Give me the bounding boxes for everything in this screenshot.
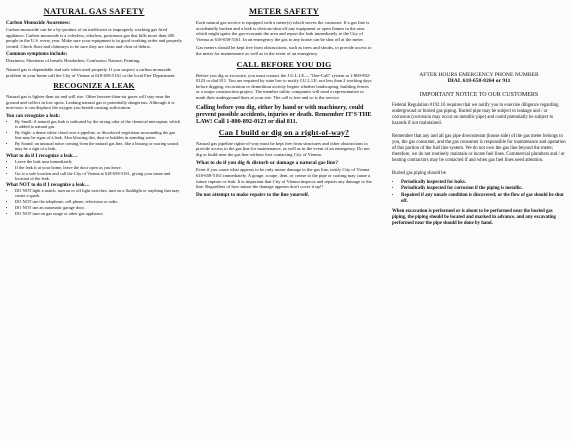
column-important-notice	[392, 72, 566, 230]
co-heading: Carbon Monoxide Awareness:	[6, 21, 71, 26]
list-item: • Repaired if any unsafe condition is discovered; or the flow of gas should be shut off.	[401, 193, 566, 204]
list-item: • DO NOT use an automatic garage door.	[15, 205, 182, 210]
meter-text: Each natural gas service is equipped with a meter(s) which serves the customer. If a gas line is accidentally broken and a leak is obvious-shut off any equipment or open flames in the area which might ignite the gas-evacuate the area and report the leak immediately to the City of Vienna at 618-658-5161. In an emergency the gas to any house can be shut off at the meter.	[196, 20, 370, 42]
do-heading: What to do if I recognize a leak…	[6, 153, 78, 159]
list-item: • DO NOT light a match, turn on or off light switches, turn on a flashlight or anything that may create a spark.	[15, 188, 182, 198]
final-text: When excavation is performed or is about to be performed near the buried gas piping, the piping should be located and marked in advance, and any excavating performed near the pipe should be done by hand.	[392, 209, 556, 227]
list-item: • Periodically inspected for leaks.	[401, 180, 566, 186]
column-meter-safety	[196, 6, 372, 201]
list-item: • Go to a safe location and call the City of Vienna at 618-658-5161, giving your name and location of the leak.	[15, 171, 182, 181]
list-item: • If the leak is at your home, leave the door open as you leave.	[15, 165, 182, 170]
list-item: • By Sound: an unusual noise coming from the natural gas line, like a hissing or roaring sound, may be a sign of a leak.	[15, 141, 182, 151]
dig-bold-warning: Calling before you dig, either by hand or with machinery, could prevent possible accidents, injuries or death. Remember IT'S THE LAW! Call 1-800-892-0123 or dial 811.	[196, 103, 372, 125]
symptoms-heading: Common symptoms include:	[6, 52, 68, 58]
not-heading: What NOT to do if I recognize a leak…	[6, 182, 90, 188]
dig-text: Before you dig or excavate, you must contact the J.U.L.I.E.—"One-Call" system at 1-800-892-0123 or dial 811. You are required by state law to notify J.U.L.I.E. not less than 2 working days before digging, excavation or demolition activity begins whether landscaping, building fences or a major construction project. The member utility companies will send a representative to mark their underground lines at your site. The call is free and so is the service.	[196, 72, 372, 100]
list-item: • Periodically inspected for corrosion if the piping is metallic.	[401, 186, 566, 192]
list-item: • By Smell: A natural gas leak is indicated by the strong odor of the chemical mercaptan, which is added to natural gas.	[15, 119, 182, 129]
notice-text-2: Remember that any and all gas pipe downstream (house side) of the gas meter belongs to you, the gas consumer, and the gas consumer is responsible for maintenance and operation of this portion of the fuel line system. We do not own the gas line beyond the meter; therefore, we do not routinely maintain or locate fuel lines. Commercial plumbers and / or heating contractors may be contacted if and when gas fuel lines need attention.	[392, 133, 566, 163]
recognize-heading: You can recognize a leak:	[6, 113, 61, 119]
list-item: • DO NOT use the telephone, cell phone, television or radio.	[15, 199, 182, 204]
damage-heading: What to do if you dig & disturb or damage a natural gas line?	[196, 160, 339, 167]
meter-safety-title: METER SAFETY	[249, 6, 319, 16]
right-of-way-title: Can I build or dig on a right-of-way?	[218, 127, 350, 137]
meter-text-2: Gas meters should be kept free from obstructions, such as trees and shrubs, to provide access to the meter for maintenance as well as in the event of an emergency.	[196, 45, 372, 56]
co-text: Carbon monoxide can be a by-product of an inefficient or improperly working gas fired appliance. Carbon monoxide is a colorless, odorless, poisonous gas that kills more than 200 people in the U.S. every year. Make sure your equipment is in good working order and properly vented. Check flues and chimneys to be sure they are clean and clear of debris.	[6, 27, 182, 49]
notice-text: Federal Regulation #192.16 requires that we notify you to exercise diligence regarding underground or buried gas piping. Buried pipe may be subject to leakage and / or corrosion (corrosion may occur on metallic pipe) and could potentially be subject to hazards if not maintained.	[392, 102, 559, 126]
symptoms-more: Natural gas is dependable and safe when used properly. If you suspect a carbon monoxide problem in your home call the City of Vienna at 618-658-5161 or the local Fire Department.	[6, 66, 176, 78]
right-of-way-text: Natural gas pipeline rights-of-way must be kept free from structures and other obstructions to provide access to the gas line for maintenance, as well as in the event of an emergency. Do not dig or build near the gas line without first contacting City of Vienna.	[196, 140, 370, 157]
buried-heading: Buried gas piping should be	[392, 170, 446, 176]
list-item: • Leave the leak area immediately	[15, 159, 182, 164]
damage-bold: Do not attempt to make repairs to the line yourself.	[196, 191, 310, 198]
leak-text: Natural gas is lighter than air and will rise. Other heavier-than-air gases will stay near the ground and collect in low spots. Leaking natural gas is potentially dangerous. Although it is non-toxic it can displace the oxygen you breath causing suffocation.	[6, 94, 175, 111]
not-list	[6, 188, 182, 216]
damage-text: Even if you cause what appears to be only minor damage to the gas line, notify City of Vienna 618-658-5161 immediately. A gouge, scrape, dent, or crease to the pipe or coating may cause a future rupture or leak. It is important that City of Vienna inspects and repairs any damage to the line. Regardless of how minor the damage appears don't cover it up!!	[196, 167, 372, 190]
list-item: • DO NOT turn on gas range or other gas appliance.	[15, 211, 182, 216]
buried-list	[392, 180, 566, 204]
recognize-list	[6, 119, 182, 152]
call-before-dig-title: CALL BEFORE YOU DIG	[236, 59, 332, 69]
column-natural-gas-safety	[6, 6, 182, 217]
notice-title: IMPORTANT NOTICE TO OUR CUSTOMERS	[419, 91, 539, 98]
list-item: • By Sight: a dense white cloud over a pipeline, or discolored vegetation surrounding the gas line may be signs of a leak. Also blowing dirt, dust or bubbles in standing water.	[15, 130, 182, 140]
symptoms-text: Dizziness; Shortness of breath; Headaches; Confusion; Nausea; Fainting.	[6, 58, 141, 64]
do-list	[6, 159, 182, 181]
recognize-leak-title: RECOGNIZE A LEAK	[53, 81, 135, 91]
emergency-line-1: AFTER HOURS EMERGENCY PHONE NUMBER	[419, 72, 539, 78]
emergency-line-2: DIAL 618-658-8264 or 911	[447, 78, 511, 85]
natural-gas-safety-title: NATURAL GAS SAFETY	[43, 6, 145, 16]
